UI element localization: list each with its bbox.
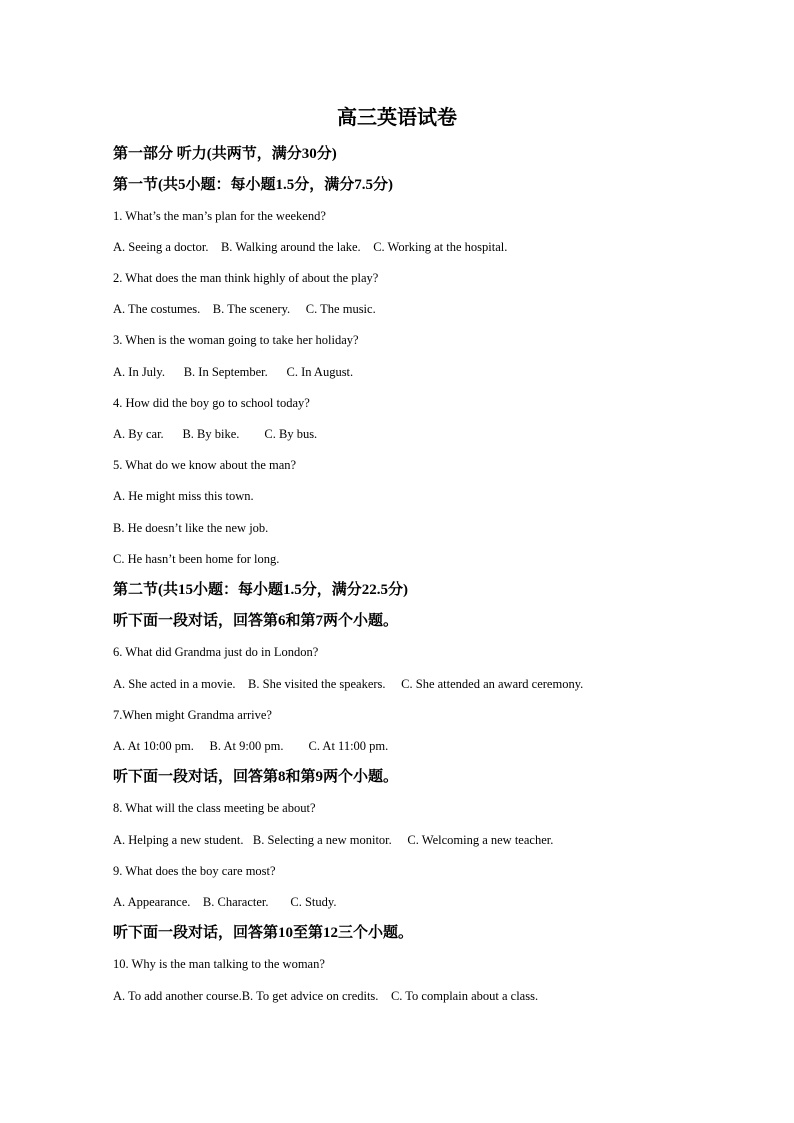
q2-option-a: A. The costumes. bbox=[113, 302, 201, 316]
question-8-stem: 8. What will the class meeting be about? bbox=[113, 801, 316, 815]
q1-option-a: A. Seeing a doctor. bbox=[113, 240, 209, 254]
question-8-options bbox=[113, 831, 553, 849]
question-7-options bbox=[113, 737, 388, 755]
q6-option-a: A. She acted in a movie. bbox=[113, 677, 236, 691]
question-9-options bbox=[113, 893, 336, 911]
question-6-stem: 6. What did Grandma just do in London? bbox=[113, 645, 319, 659]
question-10-stem: 10. Why is the man talking to the woman? bbox=[113, 957, 325, 971]
q1-option-c: C. Working at the hospital. bbox=[373, 240, 508, 254]
q4-option-a: A. By car. bbox=[113, 427, 164, 441]
question-7-stem: 7.When might Grandma arrive? bbox=[113, 708, 272, 722]
q9-option-b: B. Character. bbox=[202, 895, 269, 909]
q8-option-b: B. Selecting a new monitor. bbox=[252, 833, 392, 847]
question-4-options bbox=[113, 425, 317, 443]
section2-heading: 第二节(共15小题：每小题1.5分，满分22.5分) bbox=[113, 582, 408, 598]
q3-option-b: B. In September. bbox=[183, 365, 268, 379]
question-6-options bbox=[113, 675, 583, 693]
instruction-q6-q7: 听下面一段对话，回答第6和第7两个小题。 bbox=[113, 613, 399, 629]
section1-heading: 第一节(共5小题：每小题1.5分，满分7.5分) bbox=[113, 177, 393, 193]
question-5-stem: 5. What do we know about the man? bbox=[113, 458, 297, 472]
q10-option-b: B. To get advice on credits. bbox=[241, 989, 379, 1003]
q3-option-c: C. In August. bbox=[286, 365, 354, 379]
question-4-stem: 4. How did the boy go to school today? bbox=[113, 396, 310, 410]
question-3-stem: 3. When is the woman going to take her holiday? bbox=[113, 333, 359, 347]
q5-option-a: A. He might miss this town. bbox=[113, 489, 254, 503]
question-1-options bbox=[113, 238, 507, 256]
instruction-q8-q9: 听下面一段对话，回答第8和第9两个小题。 bbox=[113, 769, 399, 785]
q1-option-b: B. Walking around the lake. bbox=[220, 240, 361, 254]
q8-option-c: C. Welcoming a new teacher. bbox=[407, 833, 554, 847]
question-2-stem: 2. What does the man think highly of about the play? bbox=[113, 271, 379, 285]
q8-option-a: A. Helping a new student. bbox=[113, 833, 244, 847]
question-3-options bbox=[113, 363, 353, 381]
q5-option-b: B. He doesn’t like the new job. bbox=[113, 521, 269, 535]
q6-option-c: C. She attended an award ceremony. bbox=[401, 677, 584, 691]
question-10-options bbox=[113, 987, 538, 1005]
q7-option-a: A. At 10:00 pm. bbox=[113, 739, 194, 753]
q10-option-c: C. To complain about a class. bbox=[390, 989, 539, 1003]
question-1-stem: 1. What’s the man’s plan for the weekend? bbox=[113, 209, 326, 223]
q9-option-c: C. Study. bbox=[290, 895, 337, 909]
instruction-q10-q12: 听下面一段对话，回答第10至第12三个小题。 bbox=[113, 925, 414, 941]
q5-option-c: C. He hasn’t been home for long. bbox=[113, 552, 280, 566]
q10-option-a: A. To add another course. bbox=[113, 989, 242, 1003]
q3-option-a: A. In July. bbox=[113, 365, 165, 379]
q2-option-c: C. The music. bbox=[305, 302, 376, 316]
page-title: 高三英语试卷 bbox=[337, 107, 457, 129]
q7-option-b: B. At 9:00 pm. bbox=[209, 739, 284, 753]
q7-option-c: C. At 11:00 pm. bbox=[308, 739, 389, 753]
q9-option-a: A. Appearance. bbox=[113, 895, 191, 909]
q2-option-b: B. The scenery. bbox=[212, 302, 291, 316]
question-2-options bbox=[113, 300, 376, 318]
q4-option-c: C. By bus. bbox=[264, 427, 318, 441]
q6-option-b: B. She visited the speakers. bbox=[248, 677, 386, 691]
question-9-stem: 9. What does the boy care most? bbox=[113, 864, 276, 878]
q4-option-b: B. By bike. bbox=[182, 427, 240, 441]
part1-heading: 第一部分 听力(共两节，满分30分) bbox=[113, 146, 337, 162]
